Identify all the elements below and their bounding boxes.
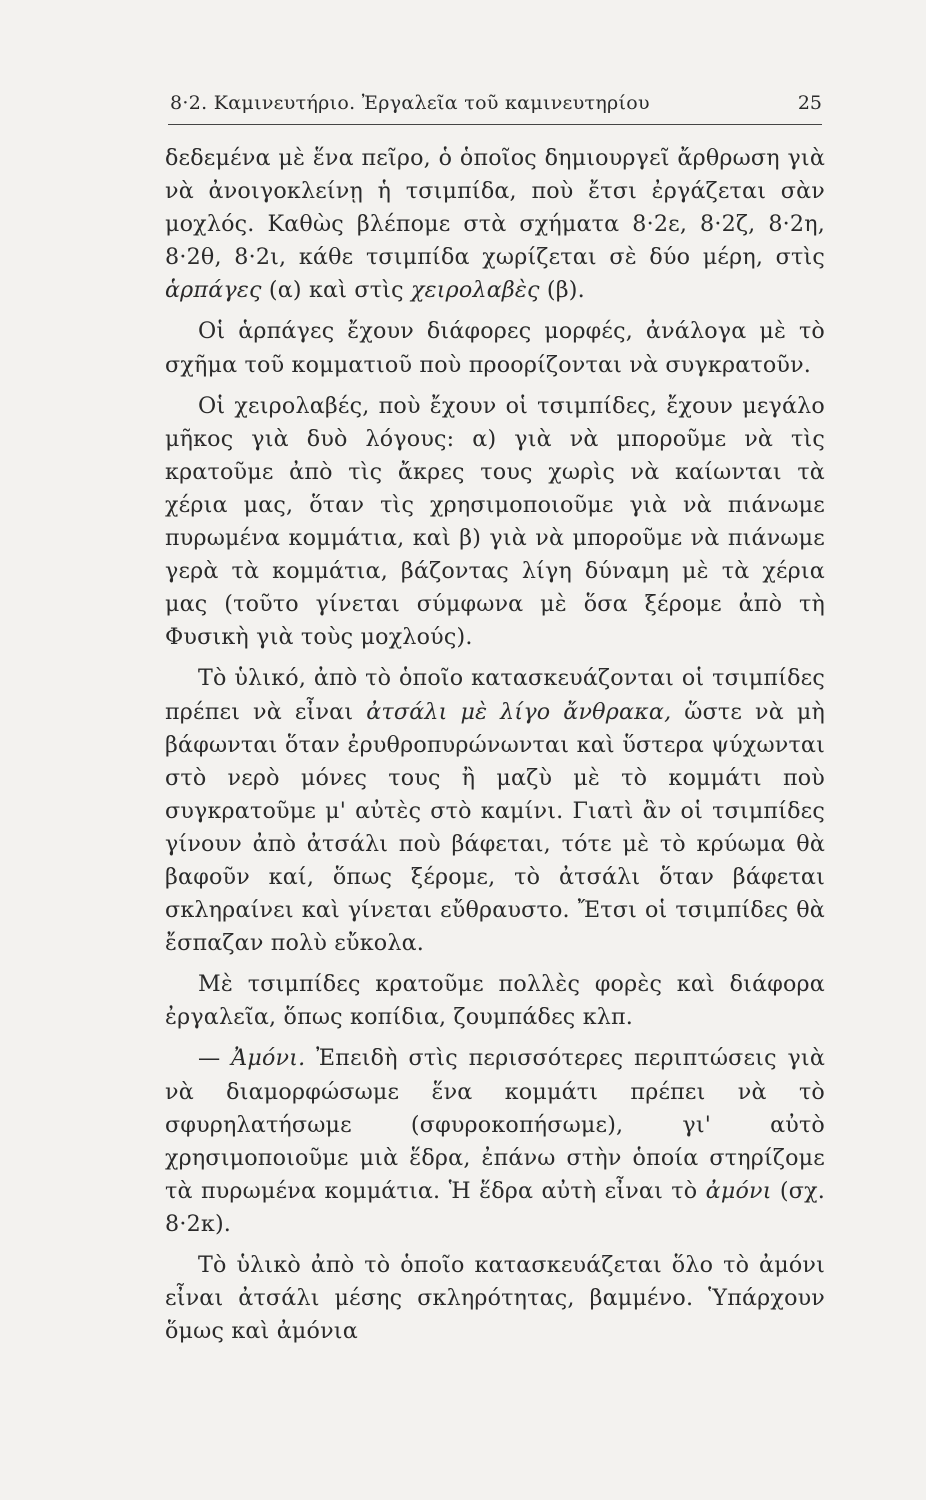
text-run: ὥστε νὰ μὴ βάφωνται ὅταν ἐρυθροπυρώνωνται καὶ ὕστερα ψύχωνται στὸ νερὸ μόνες τους ἢ μαζὺ μὲ τὸ κομμάτι ποὺ συγκρατοῦμε μ' αὐτὲς στὸ καμίνι. Γιατὶ ἂν οἱ τσιμπίδες γίνουν ἀπὸ ἀτσάλι ποὺ βάφεται, τότε μὲ τὸ κρύωμα θὰ βαφοῦν καί, ὅπως ξέρομε, τὸ ἀτσάλι ὅταν βάφεται σκληραίνει καὶ γίνεται εὔθραυστο. Ἔτσι οἱ τσιμπίδες θὰ ἔσπαζαν πολὺ εὔκολα. [165,698,825,957]
text-run: Τὸ ὑλικό, ἀπὸ τὸ ὁποῖο κατασκευάζονται οἱ τσιμπίδες πρέπει νὰ εἶναι [165,665,825,725]
text-run: δεδεμένα μὲ ἕνα πεῖρο, ὁ ὁποῖος δημιουργεῖ ἄρθρωση γιὰ νὰ ἀνοιγοκλείνῃ ἡ τσιμπίδα, ποὺ ἔτσι ἐργάζεται σὰν μοχλός. Καθὼς βλέπομε στὰ σχήματα 8·2ε, 8·2ζ, 8·2η, 8·2θ, 8·2ι, κάθε τσιμπίδα χωρίζεται σὲ δύο μέρη, στὶς [165,145,825,271]
text-run: (σχ. 8·2κ). [165,1177,825,1237]
italic-term: ἁρπάγες [165,277,262,304]
paragraph-4 [165,662,825,960]
chapter-title: 8·2. Καμινευτήριο. Ἐργαλεῖα τοῦ καμινευτηρίου [170,92,650,114]
text-run: — [198,1045,232,1072]
paragraph-3 [165,390,825,655]
paragraph-7 [165,1249,825,1348]
italic-term: χειρολαβὲς [411,277,540,304]
text-run: Ἐπειδὴ στὶς περισσότερες περιπτώσεις γιὰ νὰ διαμορφώσωμε ἕνα κομμάτι πρέπει νὰ τὸ σφυρηλατήσωμε (σφυροκοπήσωμε), γι' αὐτὸ χρησιμοποιοῦμε μιὰ ἕδρα, ἐπάνω στὴν ὁποία στηρίζομε τὰ πυρωμένα κομμάτια. Ἡ ἕδρα αὐτὴ εἶναι τὸ [165,1045,826,1204]
text-run: Τὸ ὑλικὸ ἀπὸ τὸ ὁποῖο κατασκευάζεται ὅλο τὸ ἀμόνι εἶναι ἀτσάλι μέσης σκληρότητας, βαμμένο. Ὑπάρχουν ὅμως καὶ ἀμόνια [165,1252,825,1345]
text-run: Οἱ ἁρπάγες ἔχουν διάφορες μορφές, ἀνάλογα μὲ τὸ σχῆμα τοῦ κομματιοῦ ποὺ προορίζονται νὰ συγκρατοῦν. [165,318,825,378]
paragraph-6 [165,1042,825,1241]
header-rule [168,124,822,125]
paragraph-2 [165,315,825,381]
paragraph-1 [165,142,825,307]
italic-term: ἀτσάλι μὲ λίγο ἄνθρακα, [366,698,672,725]
paragraph-5 [165,968,825,1034]
page-body [165,142,825,1348]
italic-term: ἀμόνι [705,1177,772,1204]
running-header [170,92,822,122]
text-run: Οἱ χειρολαβές, ποὺ ἔχουν οἱ τσιμπίδες, ἔχουν μεγάλο μῆκος γιὰ δυὸ λόγους: α) γιὰ νὰ μποροῦμε νὰ τὶς κρατοῦμε ἀπὸ τὶς ἄκρες τους χωρὶς νὰ καίωνται τὰ χέρια μας, ὅταν τὶς χρησιμοποιοῦμε γιὰ νὰ πιάνωμε πυρωμένα κομμάτια, καὶ β) γιὰ νὰ μποροῦμε νὰ πιάνωμε γερὰ τὰ κομμάτια, βάζοντας λίγη δύναμη μὲ τὰ χέρια μας (τοῦτο γίνεται σύμφωνα μὲ ὅσα ξέρομε ἀπὸ τὴ Φυσικὴ γιὰ τοὺς μοχλούς). [165,392,825,651]
page-number: 25 [797,92,822,114]
text-run: (β). [539,277,585,304]
text-run: Μὲ τσιμπίδες κρατοῦμε πολλὲς φορὲς καὶ διάφορα ἐργαλεῖα, ὅπως κοπίδια, ζουμπάδες κλπ. [165,971,825,1031]
italic-term: Ἀμόνι. [231,1045,306,1072]
text-run: (α) καὶ στὶς [261,277,411,304]
